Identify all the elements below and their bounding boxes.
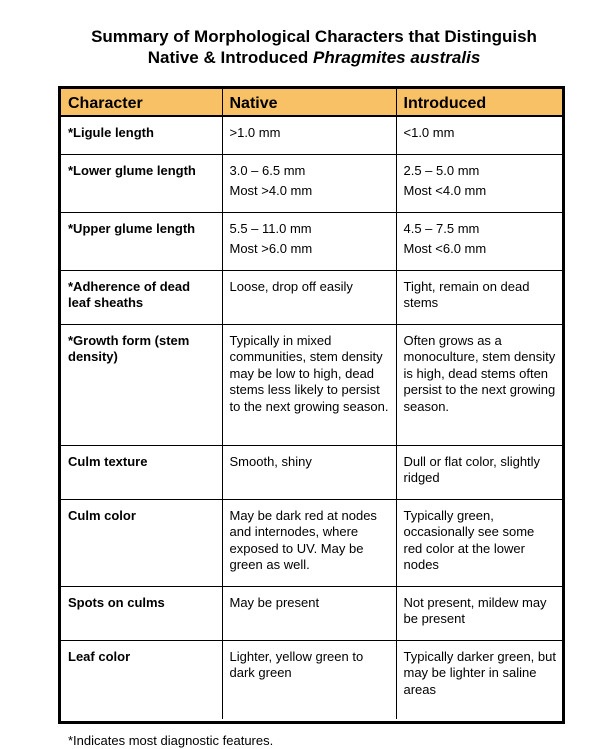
cell-text: Most >4.0 mm bbox=[229, 182, 313, 198]
table-header-row bbox=[61, 89, 562, 116]
title-line-2-text: Native & Introduced bbox=[147, 48, 314, 67]
cell-text: Typically green, occasionally see some red color at the lower nodes bbox=[403, 507, 535, 572]
cell-character: Spots on culms bbox=[61, 586, 222, 640]
cell-character: Leaf color bbox=[61, 640, 222, 719]
table-row bbox=[61, 640, 562, 719]
cell-text: Smooth, shiny bbox=[229, 453, 312, 469]
cell-native bbox=[222, 640, 396, 719]
table-row bbox=[61, 116, 562, 154]
footnote: *Indicates most diagnostic features. bbox=[68, 733, 274, 748]
cell-native bbox=[222, 445, 396, 499]
table-row bbox=[61, 212, 562, 270]
cell-text: Most <6.0 mm bbox=[403, 240, 487, 256]
cell-introduced bbox=[396, 270, 562, 324]
cell-text: May be present bbox=[229, 594, 320, 610]
cell-introduced bbox=[396, 499, 562, 586]
table-row bbox=[61, 445, 562, 499]
header-character: Character bbox=[61, 89, 222, 116]
cell-introduced bbox=[396, 154, 562, 212]
cell-native bbox=[222, 116, 396, 154]
cell-character: *Ligule length bbox=[61, 116, 222, 154]
page-title bbox=[0, 26, 611, 68]
cell-text: Often grows as a monoculture, stem density is high, dead stems often persist to the next growing season. bbox=[403, 332, 556, 414]
header-introduced: Introduced bbox=[396, 89, 562, 116]
cell-text: Typically in mixed communities, stem density may be low to high, dead stems less likely to persist to the next growing season. bbox=[229, 332, 389, 414]
header-native: Native bbox=[222, 89, 396, 116]
cell-introduced bbox=[396, 640, 562, 719]
cell-text: 3.0 – 6.5 mm bbox=[229, 162, 306, 178]
cell-character: *Upper glume length bbox=[61, 212, 222, 270]
cell-text: Not present, mildew may be present bbox=[403, 594, 547, 626]
cell-native bbox=[222, 212, 396, 270]
cell-character: Culm color bbox=[61, 499, 222, 586]
cell-text: May be dark red at nodes and internodes, where exposed to UV. May be green as well. bbox=[229, 507, 377, 572]
cell-character: *Lower glume length bbox=[61, 154, 222, 212]
cell-native bbox=[222, 154, 396, 212]
cell-text: <1.0 mm bbox=[403, 125, 455, 140]
title-species-name: Phragmites australis bbox=[313, 48, 481, 67]
table-row bbox=[61, 324, 562, 445]
cell-text: 4.5 – 7.5 mm bbox=[403, 220, 480, 236]
cell-text: Most >6.0 mm bbox=[229, 240, 313, 256]
cell-introduced bbox=[396, 586, 562, 640]
cell-introduced bbox=[396, 212, 562, 270]
cell-text: 2.5 – 5.0 mm bbox=[403, 162, 480, 178]
cell-native bbox=[222, 499, 396, 586]
cell-text: Typically darker green, but may be lighter in saline areas bbox=[403, 648, 556, 697]
table-row bbox=[61, 586, 562, 640]
title-line-1: Summary of Morphological Characters that Distinguish bbox=[91, 27, 537, 46]
cell-native bbox=[222, 586, 396, 640]
cell-introduced bbox=[396, 116, 562, 154]
cell-introduced bbox=[396, 445, 562, 499]
cell-text: Dull or flat color, slightly ridged bbox=[403, 453, 541, 485]
cell-text: Most <4.0 mm bbox=[403, 182, 487, 198]
cell-text: >1.0 mm bbox=[229, 125, 281, 140]
cell-character: *Adherence of dead leaf sheaths bbox=[61, 270, 222, 324]
cell-character: Culm texture bbox=[61, 445, 222, 499]
cell-native bbox=[222, 270, 396, 324]
title-line-2 bbox=[0, 47, 611, 68]
table-row bbox=[61, 499, 562, 586]
cell-text: Loose, drop off easily bbox=[229, 278, 353, 294]
cell-introduced bbox=[396, 324, 562, 445]
cell-text: Tight, remain on dead stems bbox=[403, 278, 530, 310]
table-row bbox=[61, 154, 562, 212]
cell-character: *Growth form (stem density) bbox=[61, 324, 222, 445]
cell-native bbox=[222, 324, 396, 445]
comparison-table bbox=[58, 86, 565, 724]
cell-text: 5.5 – 11.0 mm bbox=[229, 220, 312, 236]
table-row bbox=[61, 270, 562, 324]
cell-text: Lighter, yellow green to dark green bbox=[229, 648, 364, 680]
